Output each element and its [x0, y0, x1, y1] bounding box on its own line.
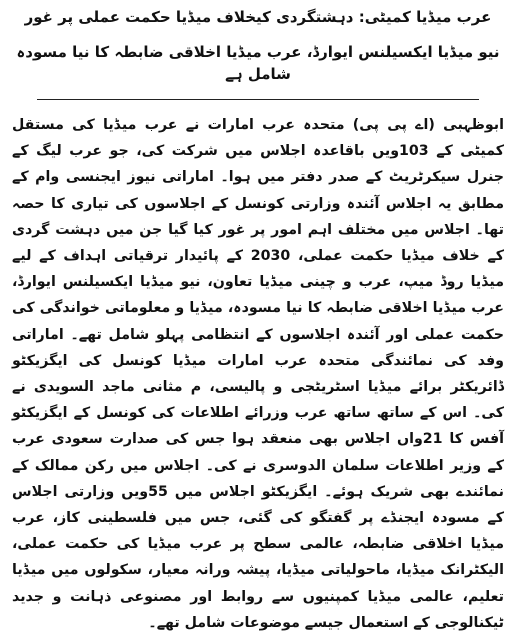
- article-body: ابوظہبی (اے پی پی) متحدہ عرب امارات نے عرب میڈیا کی مستقل کمیٹی کے 103ویں باقاعدہ اجلاس میں شرکت کی، جو عرب لیگ کے جنرل سیکرٹریٹ کے صدر دفتر میں ہوا۔ اماراتی نیوز ایجنسی وام کے مطابق یہ اجلاس آئندہ وزارتی کونسل کے اجلاسوں کی تیاری کا حصہ تھا۔ اجلاس میں مختلف اہم امور پر غور کیا گیا جن میں دہشت گردی کے خلاف میڈیا حکمت عملی، 2030 کے پائیدار ترقیاتی اہداف کے لیے میڈیا روڈ میپ، عرب و چینی میڈیا تعاون، نیو میڈیا ایکسیلنس ایوارڈ، عرب میڈیا اخلاقی ضابطہ کا نیا مسودہ، میڈیا و معلوماتی خواندگی کی حکمت عملی اور آئندہ اجلاسوں کے انتظامی پہلو شامل تھے۔ اماراتی وفد کی نمائندگی متحدہ عرب امارات میڈیا کونسل کی ایگزیکٹو ڈائریکٹر برائے میڈیا اسٹریٹجی و پالیسی، م مثانی ماجد السویدی نے کی۔ اس کے ساتھ ساتھ عرب وزرائے اطلاعات کی کونسل کے ایگزیکٹو آفس کا 21واں اجلاس بھی منعقد ہوا جس کی صدارت سعودی عرب کے وزیر اطلاعات سلمان الدوسری نے کی۔ اجلاس میں رکن ممالک کے نمائندے بھی شریک ہوئے۔ ایگزیکٹو اجلاس میں 55ویں وزارتی اجلاس کے مسودہ ایجنڈے پر گفتگو کی گئی، جس میں فلسطینی کاز، عرب میڈیا اخلاقی ضابطہ، عالمی سطح پر عرب میڈیا کی حکمت عملی، الیکٹرانک میڈیا، ماحولیاتی میڈیا، پیشہ ورانہ معیار، سکولوں میں میڈیا تعلیم، عالمی میڈیا کمپنیوں سے روابط اور مصنوعی ذہانت و جدید ٹیکنالوجی کے استعمال جیسے موضوعات شامل تھے۔: [12, 117, 504, 631]
- headline-divider: [37, 99, 480, 100]
- headline-main: عرب میڈیا کمیٹی: دہشتگردی کیخلاف میڈیا حکمت عملی پر غور: [24, 8, 492, 26]
- headline-sub: نیو میڈیا ایکسیلنس ایوارڈ، عرب میڈیا اخلاقی ضابطہ کا نیا مسودہ شامل ہے: [16, 43, 500, 83]
- news-article: [12, 4, 504, 631]
